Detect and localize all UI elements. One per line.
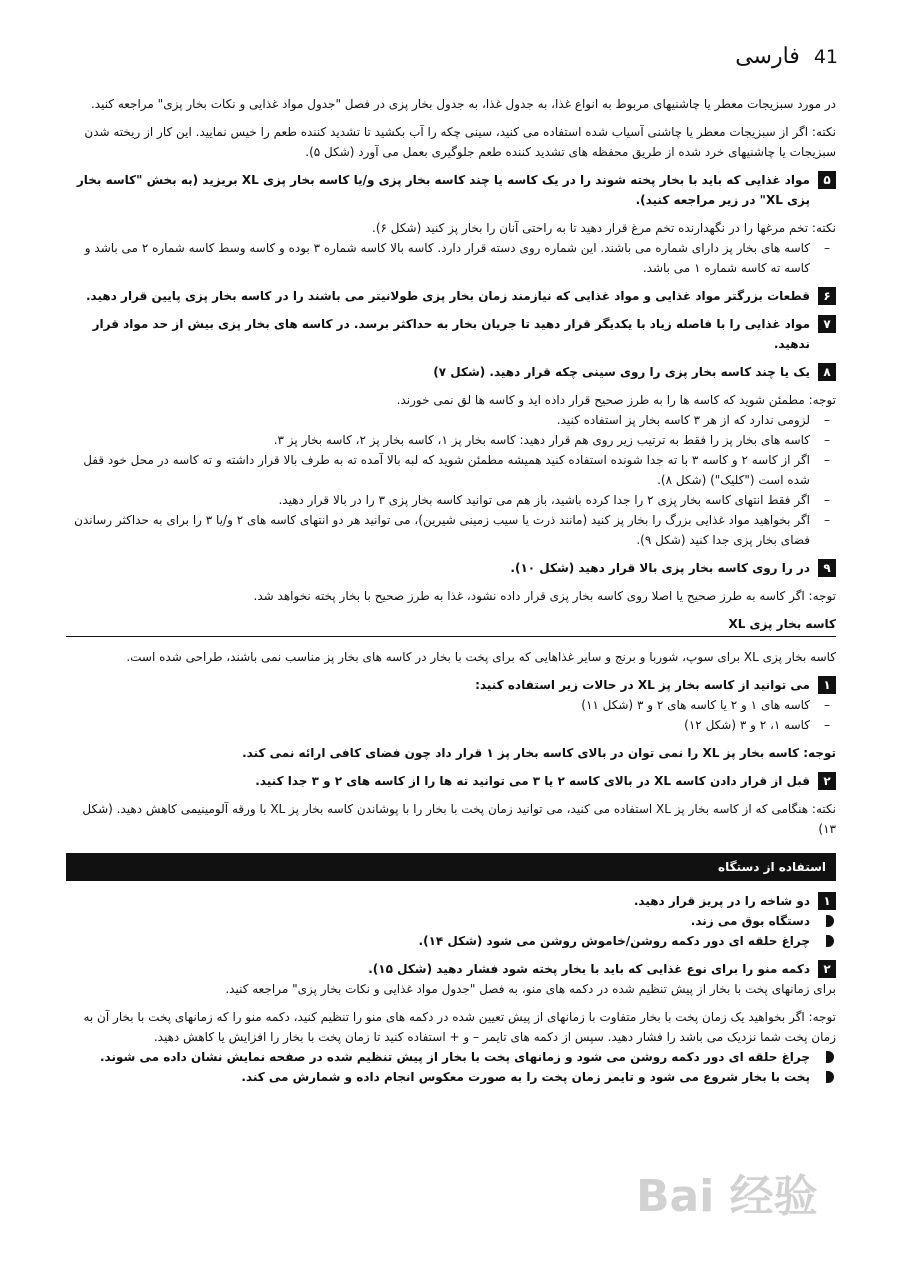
note-paragraph: نکته: هنگامی که از کاسه بخار پز XL استفاده می کنید، می توانید زمان پخت با بخار را با پوشاندن کاسه بخار پز XL با ورقه آلومینیمی کاهش دهید. (شکل ۱۳) (82, 802, 836, 836)
note-paragraph: توجه: مطمئن شوید که کاسه ها را به طرز صحیح قرار داده اید و کاسه ها لق نمی خورند. (396, 393, 836, 407)
list-item: – کاسه های بخار پز را فقط به ترتیب زیر روی هم قرار دهید: کاسه بخار پز ۱، کاسه بخار پز ۲، کاسه بخار پز ۳. (66, 430, 836, 450)
step-text: قبل از قرار دادن کاسه XL در بالای کاسه ۲ یا ۳ می توانید ته ها را از کاسه های ۲ و ۳ جدا کنید. (255, 774, 810, 788)
list-item: – اگر بخواهید مواد غذایی بزرگ را بخار پز کنید (مانند ذرت یا سیب زمینی شیرین)، می توانید هر دو انتهای کاسه های ۲ و/یا ۳ را برای به حداکثر رساندن فضای بخار پزی جدا کنید (شکل ۹). (66, 510, 836, 550)
step-number: ۲ (818, 772, 836, 790)
list-item: – اگر از کاسه ۲ و کاسه ۳ با ته جدا شونده استفاده کنید همیشه مطمئن شوید که لبه بالا آمده ته به طرف بالا قرار داشته و ته کاسه در محل خود قفل شده است ("کلیک") (شکل ۸). (66, 450, 836, 490)
note-list (66, 238, 836, 278)
list-item: – کاسه های ۱ و ۲ یا کاسه های ۲ و ۳ (شکل ۱۱) (66, 695, 836, 715)
step-number: ۶ (818, 287, 836, 305)
section-heading-xl-bowl: کاسه بخار پزی XL (66, 614, 836, 637)
note-paragraph: توجه: اگر بخواهید یک زمان پخت با بخار متفاوت با زمانهای از پیش تعیین شده در دکمه های منو را تنظیم کنید، دکمه منو را که زمانهای پخت با بخار آن به زمان پخت شما نزدیک می باشد را فشار دهید. سپس از دکمه های تایمر – و + استفاده کنید تا زمان پخت با بخار را افزایش یا کاهش دهید. (83, 1010, 836, 1044)
list-item: چراغ حلقه ای دور دکمه روشن/خاموش روشن می شود (شکل ۱۴). (66, 931, 836, 951)
step-number: ۲ (818, 960, 836, 978)
step-text: یک یا چند کاسه بخار پزی را روی سینی چکه قرار دهید. (شکل ۷) (433, 365, 810, 379)
list-item: – کاسه ۱، ۲ و ۳ (شکل ۱۲) (66, 715, 836, 735)
step-5 (66, 170, 836, 210)
usage-step-1 (66, 891, 836, 911)
bullet-icon (826, 935, 834, 947)
section-intro: کاسه بخار پزی XL برای سوپ، شوربا و برنج و سایر غذاهایی که برای پخت با بخار در کاسه های بخار پز مناسب نمی باشند، طراحی شده است. (126, 650, 836, 664)
intro-paragraph: در مورد سبزیجات معطر یا چاشنیهای مربوط به انواع غذا، به جدول غذا، به جدول بخار پزی در فصل "جدول مواد غذایی و نکات بخار پزی" مراجعه کنید. (90, 97, 836, 111)
page-number: 41 (813, 46, 838, 68)
step-9 (66, 558, 836, 578)
step-text: دو شاخه را در پریز قرار دهید. (633, 894, 810, 908)
usage-step-2 (66, 959, 836, 979)
bullet-list (66, 911, 836, 951)
step-text: مواد غذایی که باید با بخار پخته شوند را در یک کاسه یا چند کاسه بخار پزی و/یا کاسه بخار پزی XL بریزید (به بخش "کاسه بخار پزی XL" در زیر مراجعه کنید). (76, 173, 810, 207)
note-list (66, 410, 836, 550)
bullet-icon (826, 1071, 834, 1083)
xl-step-2 (66, 771, 836, 791)
section-heading-using-appliance: استفاده از دستگاه (66, 853, 836, 881)
list-item: دستگاه بوق می زند. (66, 911, 836, 931)
step-text: مواد غذایی را با فاصله زیاد با یکدیگر قرار دهید تا جریان بخار به حداکثر برسد. در کاسه های بخار پزی بیش از حد مواد قرار ندهید. (92, 317, 810, 351)
step-number: ۸ (818, 363, 836, 381)
step-6 (66, 286, 836, 306)
xl-step-1 (66, 675, 836, 695)
list-item: – اگر فقط انتهای کاسه بخار پزی ۲ را جدا کرده باشید، باز هم می توانید کاسه بخار پزی ۳ را در بالا قرار دهید. (66, 490, 836, 510)
step-7 (66, 314, 836, 354)
step-text: دکمه منو را برای نوع غذایی که باید با بخار پخته شود فشار دهید (شکل ۱۵). (368, 962, 810, 976)
page-header (735, 44, 838, 69)
step-8 (66, 362, 836, 382)
step-list (66, 695, 836, 735)
step-text: می توانید از کاسه بخار پز XL در حالات زیر استفاده کنید: (475, 678, 810, 692)
note-paragraph: توجه: کاسه بخار پز XL را نمی توان در بالای کاسه بخار پز ۱ قرار داد چون فضای کافی ارائه نمی کند. (242, 746, 836, 760)
list-item: – لزومی ندارد که از هر ۳ کاسه بخار پز استفاده کنید. (66, 410, 836, 430)
list-item: پخت با بخار شروع می شود و تایمر زمان پخت را به صورت معکوس انجام داده و شمارش می کند. (66, 1067, 836, 1087)
step-number: ۷ (818, 315, 836, 333)
bullet-icon (826, 1051, 834, 1063)
note-paragraph: نکته: تخم مرغها را در نگهدارنده تخم مرغ قرار دهید تا به راحتی آنان را بخار پز کنید (شکل ۶). (372, 221, 836, 235)
bullet-icon (826, 915, 834, 927)
list-item: چراغ حلقه ای دور دکمه روشن می شود و زمانهای پخت با بخار از پیش تنظیم شده در صفحه نمایش نشان داده می شوند. (66, 1047, 836, 1067)
page-content (66, 94, 836, 1087)
watermark-logo: Bai 经验 (636, 1171, 818, 1222)
bullet-list (66, 1047, 836, 1087)
list-item: – کاسه های بخار پز دارای شماره می باشند. این شماره روی دسته قرار دارد. کاسه بالا کاسه شماره ۳ بوده و کاسه وسط کاسه شماره ۲ می باشد و کاسه ته کاسه شماره ۱ می باشد. (66, 238, 836, 278)
language-title: فارسی (735, 44, 800, 69)
step-text: قطعات بزرگتر مواد غذایی و مواد غذایی که نیازمند زمان بخار پزی طولانیتر می باشند را در کاسه بخار پزی پایین قرار دهید. (85, 289, 810, 303)
step-number: ۹ (818, 559, 836, 577)
step-text: در را روی کاسه بخار پزی بالا قرار دهید (شکل ۱۰). (510, 561, 810, 575)
step-subtext: برای زمانهای پخت با بخار از پیش تنظیم شده در دکمه های منو، به فصل "جدول مواد غذایی و نکات بخار پزی" مراجعه کنید. (225, 982, 836, 996)
step-number: ۱ (818, 892, 836, 910)
note-paragraph: توجه: اگر کاسه به طرز صحیح یا اصلا روی کاسه بخار پزی قرار داده نشود، غذا به طرز صحیح با بخار پخته نخواهد شد. (253, 589, 836, 603)
step-number: ۵ (818, 171, 836, 189)
note-paragraph: نکته: اگر از سبزیجات معطر یا چاشنی آسیاب شده استفاده می کنید، سینی چکه را آب بکشید تا تشدید کننده طعم را خیس نمایید. این کار از ریخته شدن سبزیجات یا چاشنیهای خرد شده از طریق محفظه های تشدید کننده طعم جلوگیری بعمل می آورد (شکل ۵). (84, 125, 836, 159)
step-number: ۱ (818, 676, 836, 694)
